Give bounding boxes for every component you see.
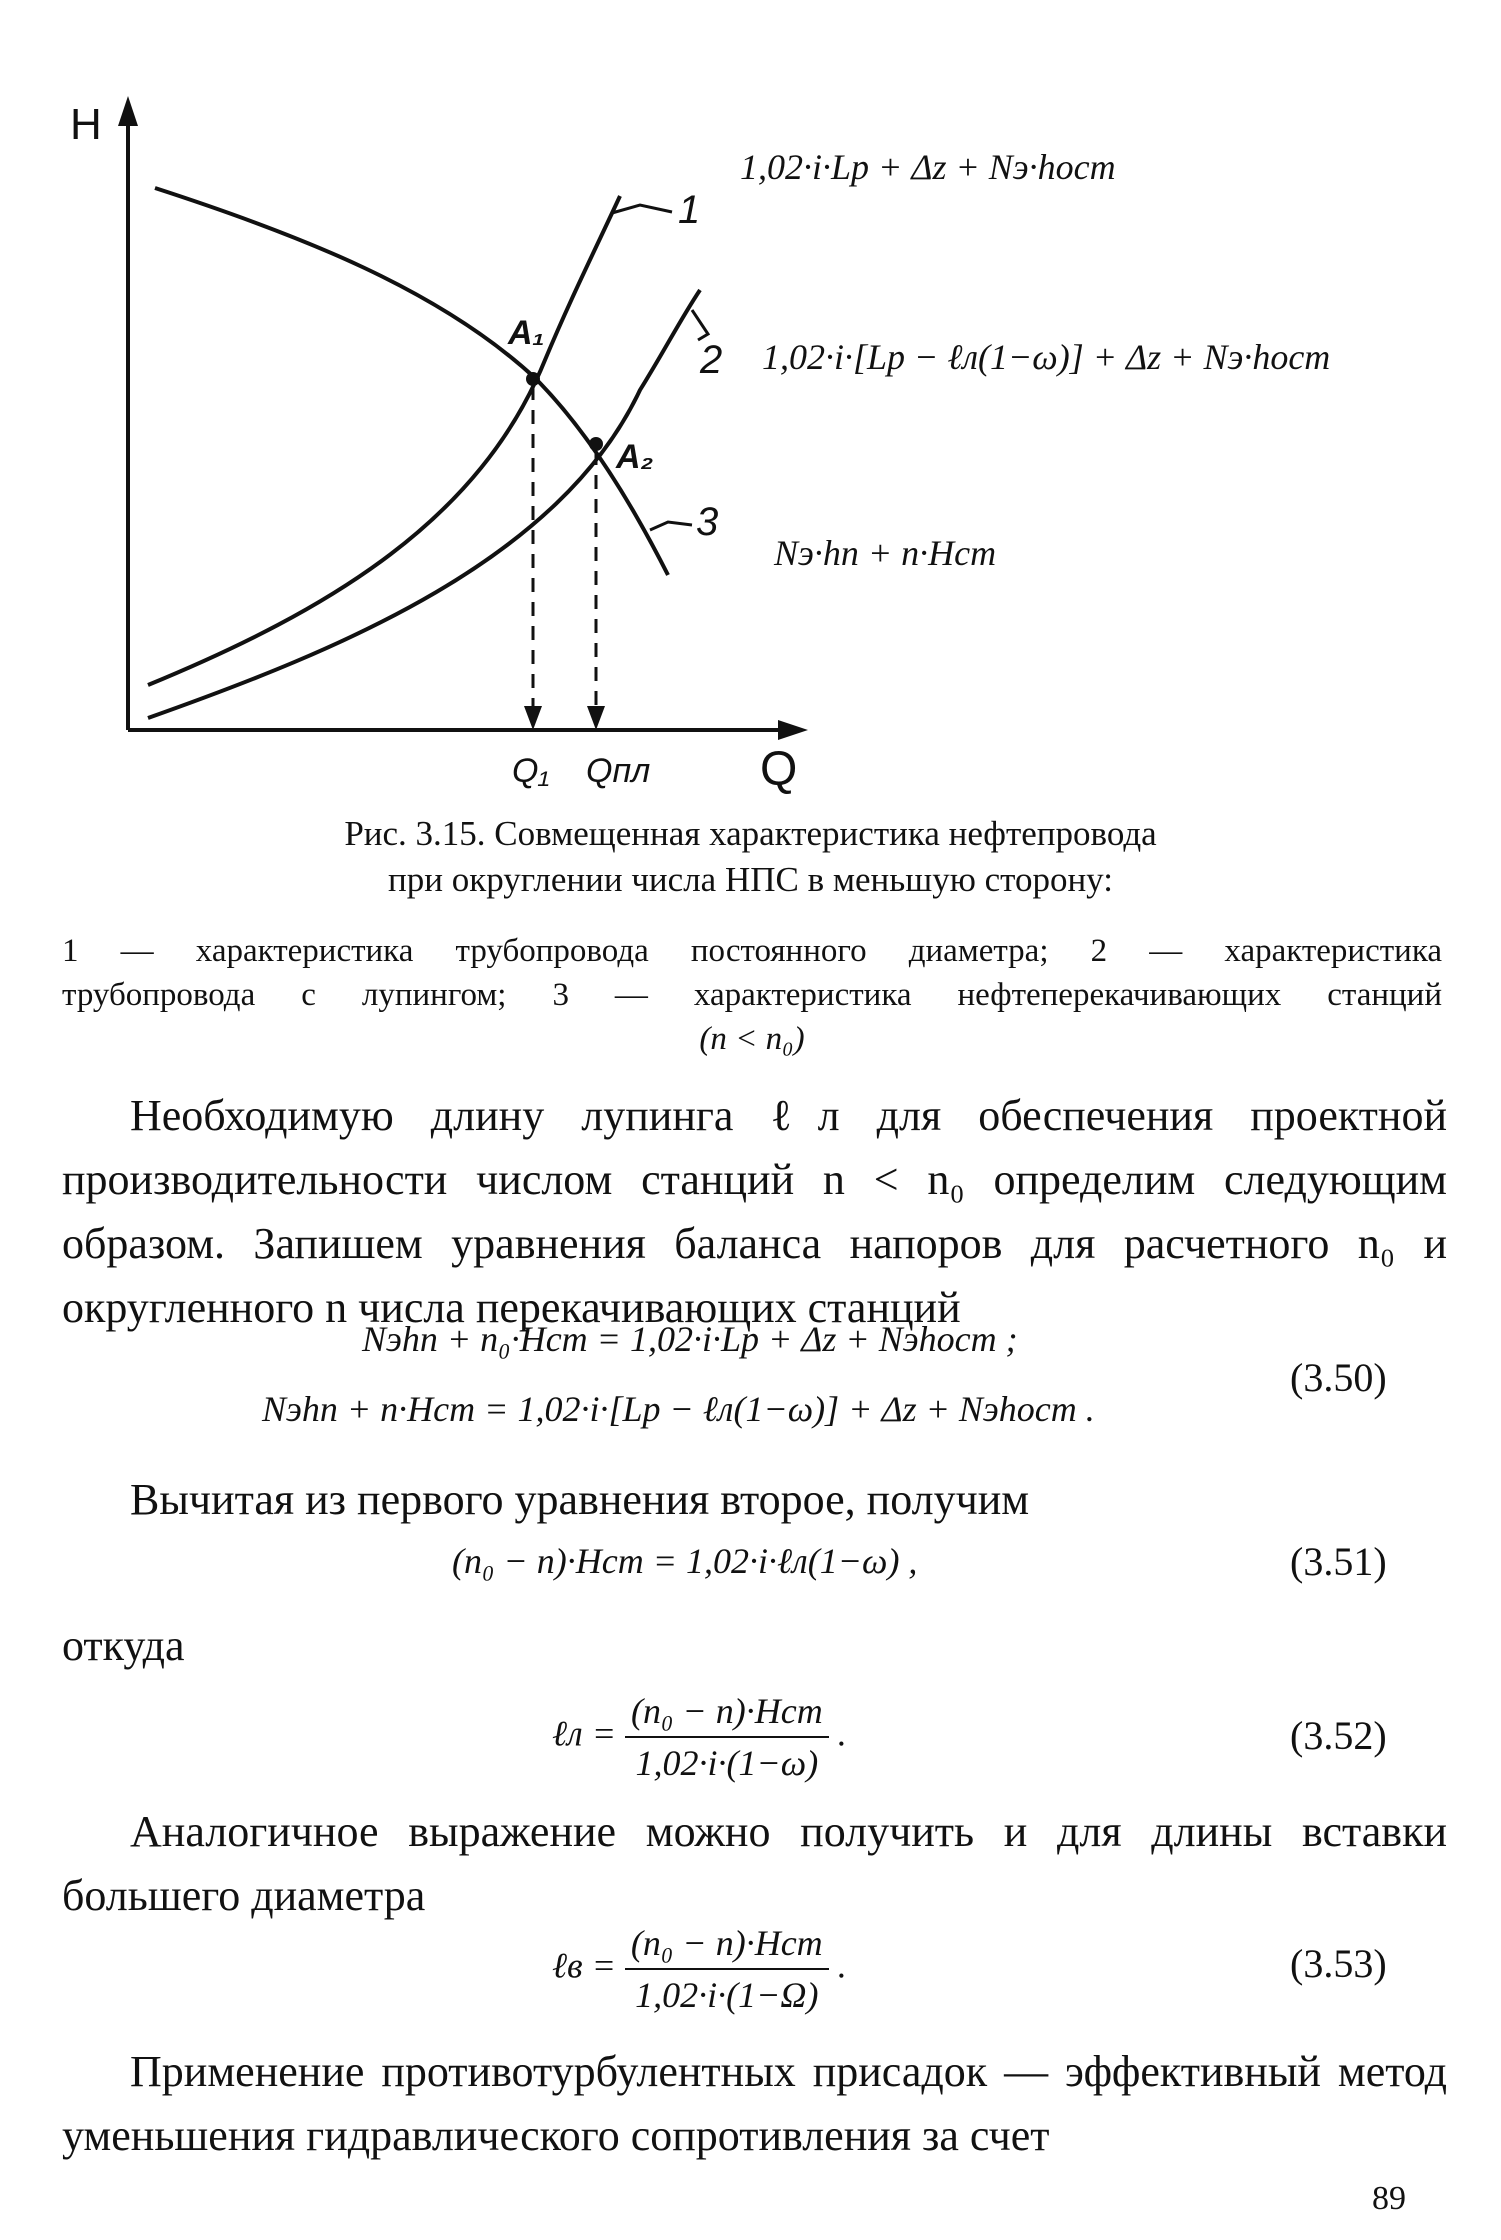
x-axis-arrow (778, 720, 808, 740)
caption-legend-line-3: (n < n₀) (699, 1021, 805, 1057)
equation-3-52 (552, 1690, 847, 1784)
equation-3-53-denominator: 1,02·i·(1−Ω) (635, 1975, 819, 2015)
curve-3-label: 3 (696, 500, 719, 544)
equation-3-51: (n₀ − n)·Hст = 1,02·i·ℓл(1−ω) , (452, 1541, 918, 1581)
formula-curve-3: Nэ·hп + n·Hст (774, 533, 997, 573)
combined-characteristic-figure (0, 0, 1501, 800)
y-axis-arrow (118, 96, 138, 126)
curve-3-leader (650, 522, 692, 530)
caption-legend-line-1: 1 — характеристика трубопровода постоянного диаметра; 2 — характеристика (62, 933, 1442, 969)
curve-2-leader (692, 310, 708, 340)
equation-3-52-tail: . (837, 1713, 847, 1754)
equation-3-53-lhs: ℓв = (552, 1945, 616, 1986)
equation-3-52-number: (3.52) (1290, 1713, 1387, 1758)
equation-3-50-line-2: Nэhп + n·Hст = 1,02·i·[Lр − ℓл(1−ω)] + Δz + Nэhост . (262, 1389, 1095, 1429)
equation-3-53-numerator: (n₀ − n)·Hст (625, 1922, 829, 1970)
point-a2-label: A₂ (616, 438, 654, 476)
equation-3-50-line-1: Nэhп + n₀·Hст = 1,02·i·Lр + Δz + Nэhост ; (362, 1319, 1018, 1359)
equation-3-52-denominator: 1,02·i·(1−ω) (635, 1743, 819, 1783)
equation-3-50-number: (3.50) (1290, 1355, 1387, 1400)
axis-y-label: H (70, 100, 102, 149)
equation-3-52-numerator: (n₀ − n)·Hст (625, 1690, 829, 1738)
curve-2-label: 2 (700, 338, 723, 382)
equation-3-53 (552, 1922, 847, 2016)
tick-qpl: Qпл (586, 752, 651, 790)
page-number: 89 (1372, 2180, 1406, 2217)
equation-3-51-number: (3.51) (1290, 1539, 1387, 1584)
curve-1-leader (612, 205, 672, 213)
equation-3-53-fraction (625, 1922, 829, 2016)
caption-legend-line-2: трубопровода с лупингом; 3 — характеристика нефтеперекачивающих станций (62, 977, 1442, 1013)
paragraph-2: Вычитая из первого уравнения второе, получим (130, 1475, 1030, 1524)
equation-3-52-lhs: ℓл = (552, 1713, 616, 1754)
caption-title-line-1: Рис. 3.15. Совмещенная характеристика нефтепровода (344, 814, 1157, 853)
paragraph-4: Аналогичное выражение можно получить и для длины вставки большего диаметра (62, 1807, 1447, 1920)
paragraph-1: Необходимую длину лупинга ℓл для обеспечения проектной производительности числом станций n < n₀ определим следующим образом. Запишем уравнения баланса напоров для расчетного n₀ и округленного n числа перекачивающих станций (62, 1091, 1447, 1332)
curve-2-pipeline-looping (148, 290, 700, 718)
curve-1-label: 1 (678, 188, 701, 232)
point-a1-label: A₁ (508, 314, 545, 352)
point-a1 (526, 372, 540, 386)
equation-3-53-number: (3.53) (1290, 1941, 1387, 1986)
axis-x-label: Q (760, 743, 798, 796)
point-a2 (589, 437, 603, 451)
drop-arrow-q1 (524, 706, 542, 730)
drop-arrow-qpl (587, 706, 605, 730)
paragraph-5: Применение противотурбулентных присадок — эффективный метод уменьшения гидравлического сопротивления за счет (62, 2047, 1447, 2160)
curve-3-pump-stations (155, 188, 668, 575)
formula-curve-2: 1,02·i·[Lр − ℓл(1−ω)] + Δz + Nэ·hост (762, 337, 1331, 377)
tick-q1: Q₁ (512, 752, 550, 790)
paragraph-3: откуда (62, 1621, 185, 1670)
figure-graphic (0, 0, 1501, 800)
equation-3-53-tail: . (837, 1945, 847, 1986)
curve-1-pipeline (148, 196, 620, 685)
equation-3-52-fraction (625, 1690, 829, 1784)
formula-curve-1: 1,02·i·Lр + Δz + Nэ·hост (740, 147, 1116, 187)
caption-title-line-2: при округлении числа НПС в меньшую сторону: (388, 860, 1113, 899)
